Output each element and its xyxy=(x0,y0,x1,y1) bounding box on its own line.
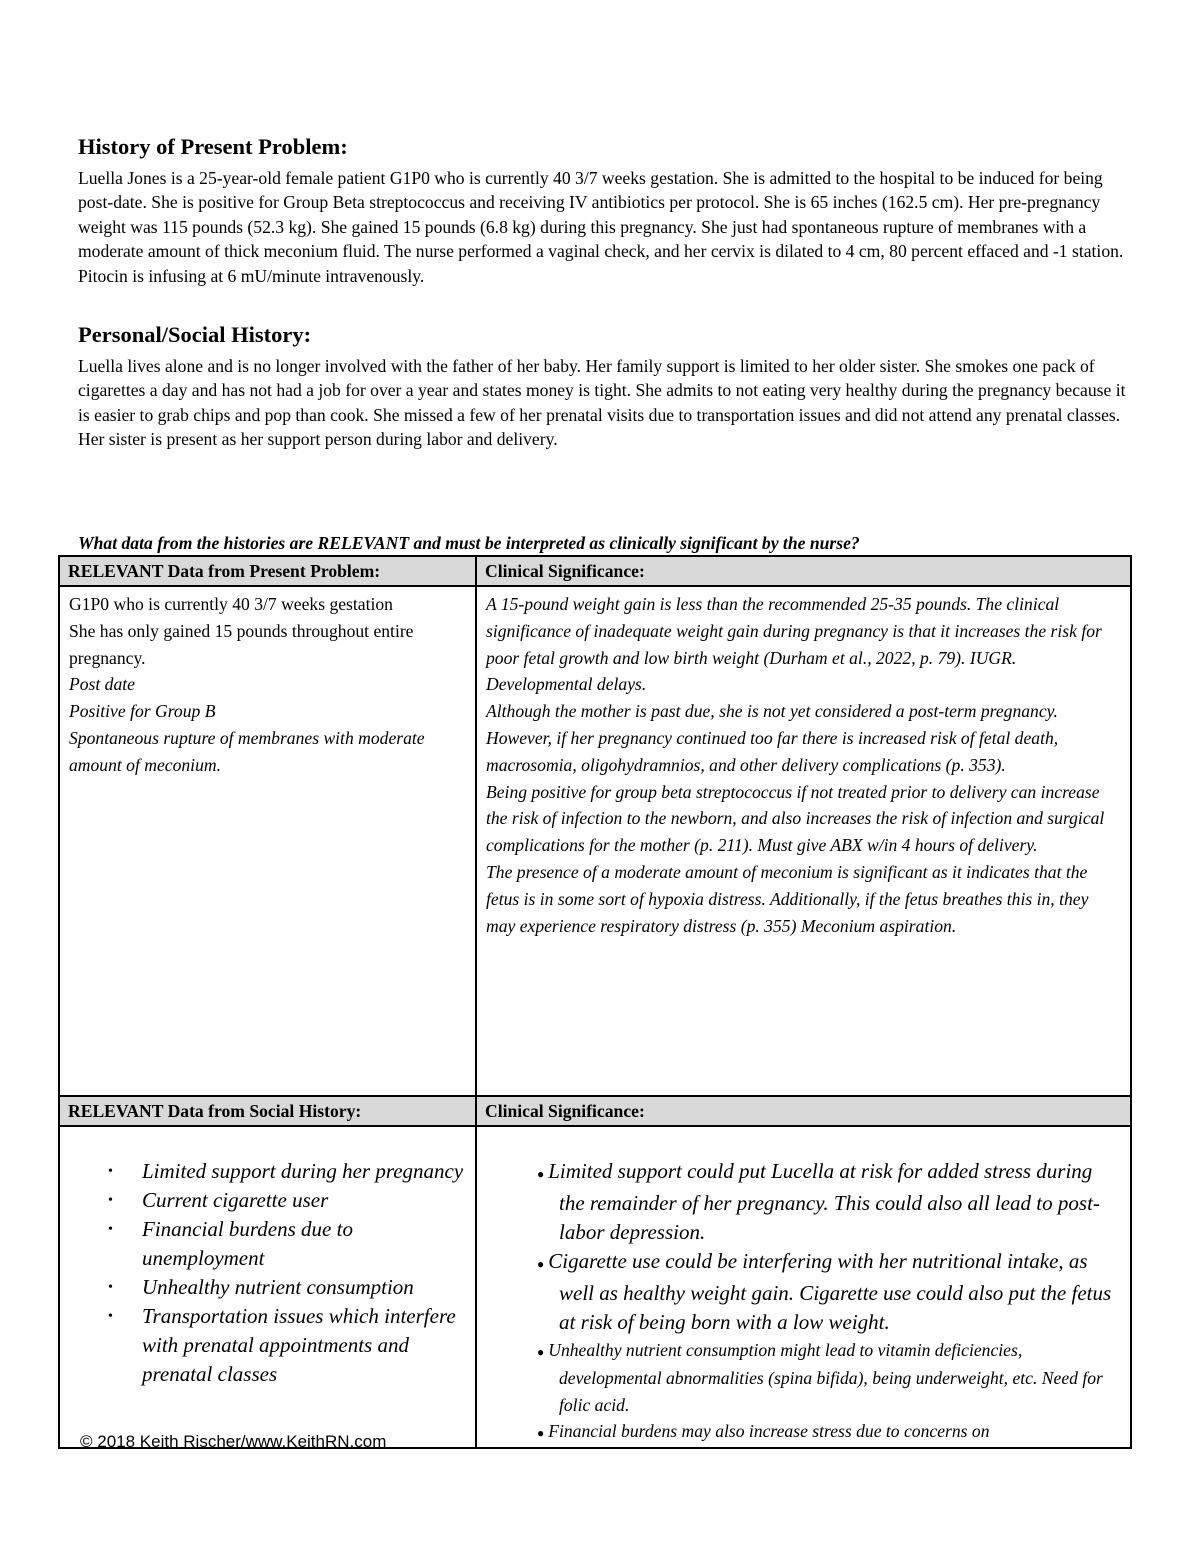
social-data-cell xyxy=(59,1126,476,1448)
bullet-icon: • xyxy=(108,1309,113,1324)
relevance-question: What data from the histories are RELEVANT and must be interpreted as clinically significant by the nurse? xyxy=(78,533,860,553)
bullet-icon: • xyxy=(108,1164,113,1179)
social-significance-list xyxy=(477,1127,1130,1447)
table-header-row xyxy=(59,1096,1131,1126)
present-problem-body: Luella Jones is a 25-year-old female patient G1P0 who is currently 40 3/7 weeks gestation. She is admitted to the hospital to be induced for being post-date. She is positive for Group Beta streptococcus and receiving IV antibiotics per protocol. She is 65 inches (162.5 cm). Her pre-pregnancy weight was 115 pounds (52.3 kg). She gained 15 pounds (6.8 kg) during this pregnancy. She just had spontaneous rupture of membranes with a moderate amount of thick meconium fluid. The nurse performed a vaginal check, and her cervix is dilated to 4 cm, 80 percent effaced and -1 station. Pitocin is infusing at 6 mU/minute intravenously. xyxy=(78,168,1124,286)
social-significance-cell xyxy=(476,1126,1131,1448)
present-significance-cell xyxy=(476,586,1131,1096)
bullet-icon: ● xyxy=(537,1257,545,1271)
list-item: • Financial burdens due to unemployment xyxy=(108,1217,353,1270)
significance-paragraph: The presence of a moderate amount of meconium is significant as it indicates that the fetus is in some sort of hypoxia distress. Additionally, if the fetus breathes this in, they may experience respiratory distress (p. 355) Meconium aspiration. xyxy=(486,861,1089,936)
list-item: ● Unhealthy nutrient consumption might lead to vitamin deficiencies, developmental abnormalities (spina bifida), being underweight, etc. Need for folic acid. xyxy=(537,1340,1103,1415)
copyright-footer: © 2018 Keith Rischer/www.KeithRN.com xyxy=(80,1432,387,1451)
list-item: ● Cigarette use could be interfering with her nutritional intake, as well as healthy weight gain. Cigarette use could also put the fetus at risk of being born with a low weight. xyxy=(537,1249,1112,1334)
bullet-icon: ● xyxy=(537,1345,545,1359)
bullet-icon: • xyxy=(108,1222,113,1237)
present-item: Positive for Group B xyxy=(69,701,216,722)
social-data-header: RELEVANT Data from Social History: xyxy=(59,1096,476,1126)
present-item: Spontaneous rupture of membranes with moderate amount of meconium. xyxy=(69,727,425,775)
relevance-table xyxy=(58,555,1132,1449)
present-data-cell xyxy=(59,586,476,1096)
social-data-list xyxy=(60,1127,475,1389)
bullet-icon: • xyxy=(108,1193,113,1208)
significance-paragraph: Although the mother is past due, she is not yet considered a post-term pregnancy. However, if her pregnancy continued too far there is increased risk of fetal death, macrosomia, oligohydramnios, and other delivery complications (p. 353). xyxy=(486,701,1059,775)
bullet-icon: ● xyxy=(537,1426,545,1441)
document-page xyxy=(78,134,1130,452)
social-history-title: Personal/Social History: xyxy=(78,322,312,348)
list-item: • Limited support during her pregnancy xyxy=(142,1157,465,1186)
social-history-body: Luella lives alone and is no longer involved with the father of her baby. Her family support is limited to her older sister. She smokes one pack of cigarettes a day and has not had a job for over a year and states money is tight. She admits to not eating very healthy during the pregnancy because it is easier to grab chips and pop than cook. She missed a few of her prenatal visits due to transportation issues and did not attend any prenatal classes. Her sister is present as her support person during labor and delivery. xyxy=(78,356,1126,450)
significance-paragraph: Being positive for group beta streptococcus if not treated prior to delivery can increase the risk of infection to the newborn, and also increases the risk of infection and surgical complications for the mother (p. 211). Must give ABX w/in 4 hours of delivery. xyxy=(486,781,1105,856)
present-data-header: RELEVANT Data from Present Problem: xyxy=(59,556,476,586)
present-item: Post date xyxy=(69,674,135,695)
present-item: G1P0 who is currently 40 3/7 weeks gestation xyxy=(69,594,393,614)
table-header-row xyxy=(59,556,1131,586)
table-row xyxy=(59,1126,1131,1448)
bullet-icon: • xyxy=(108,1280,113,1295)
present-problem-title: History of Present Problem: xyxy=(78,134,348,159)
social-significance-header: Clinical Significance: xyxy=(476,1096,1131,1126)
bullet-icon: ● xyxy=(537,1167,545,1181)
list-item: ● Financial burdens may also increase stress due to concerns on xyxy=(537,1421,990,1442)
table-row xyxy=(59,586,1131,1096)
list-item: • Unhealthy nutrient consumption xyxy=(142,1273,465,1302)
present-item: She has only gained 15 pounds throughout entire pregnancy. xyxy=(69,620,414,668)
list-item: ● Limited support could put Lucella at risk for added stress during the remainder of her pregnancy. This could also all lead to post-labor depression. xyxy=(537,1159,1100,1244)
present-significance-header: Clinical Significance: xyxy=(476,556,1131,586)
list-item: • Current cigarette user xyxy=(142,1186,465,1215)
list-item: • Transportation issues which interfere with prenatal appointments and prenatal classes xyxy=(108,1304,456,1386)
significance-paragraph: A 15-pound weight gain is less than the recommended 25-35 pounds. The clinical significance of inadequate weight gain during pregnancy is that it increases the risk for poor fetal growth and low birth weight (Durham et al., 2022, p. 79). IUGR. Developmental delays. xyxy=(486,594,1102,695)
